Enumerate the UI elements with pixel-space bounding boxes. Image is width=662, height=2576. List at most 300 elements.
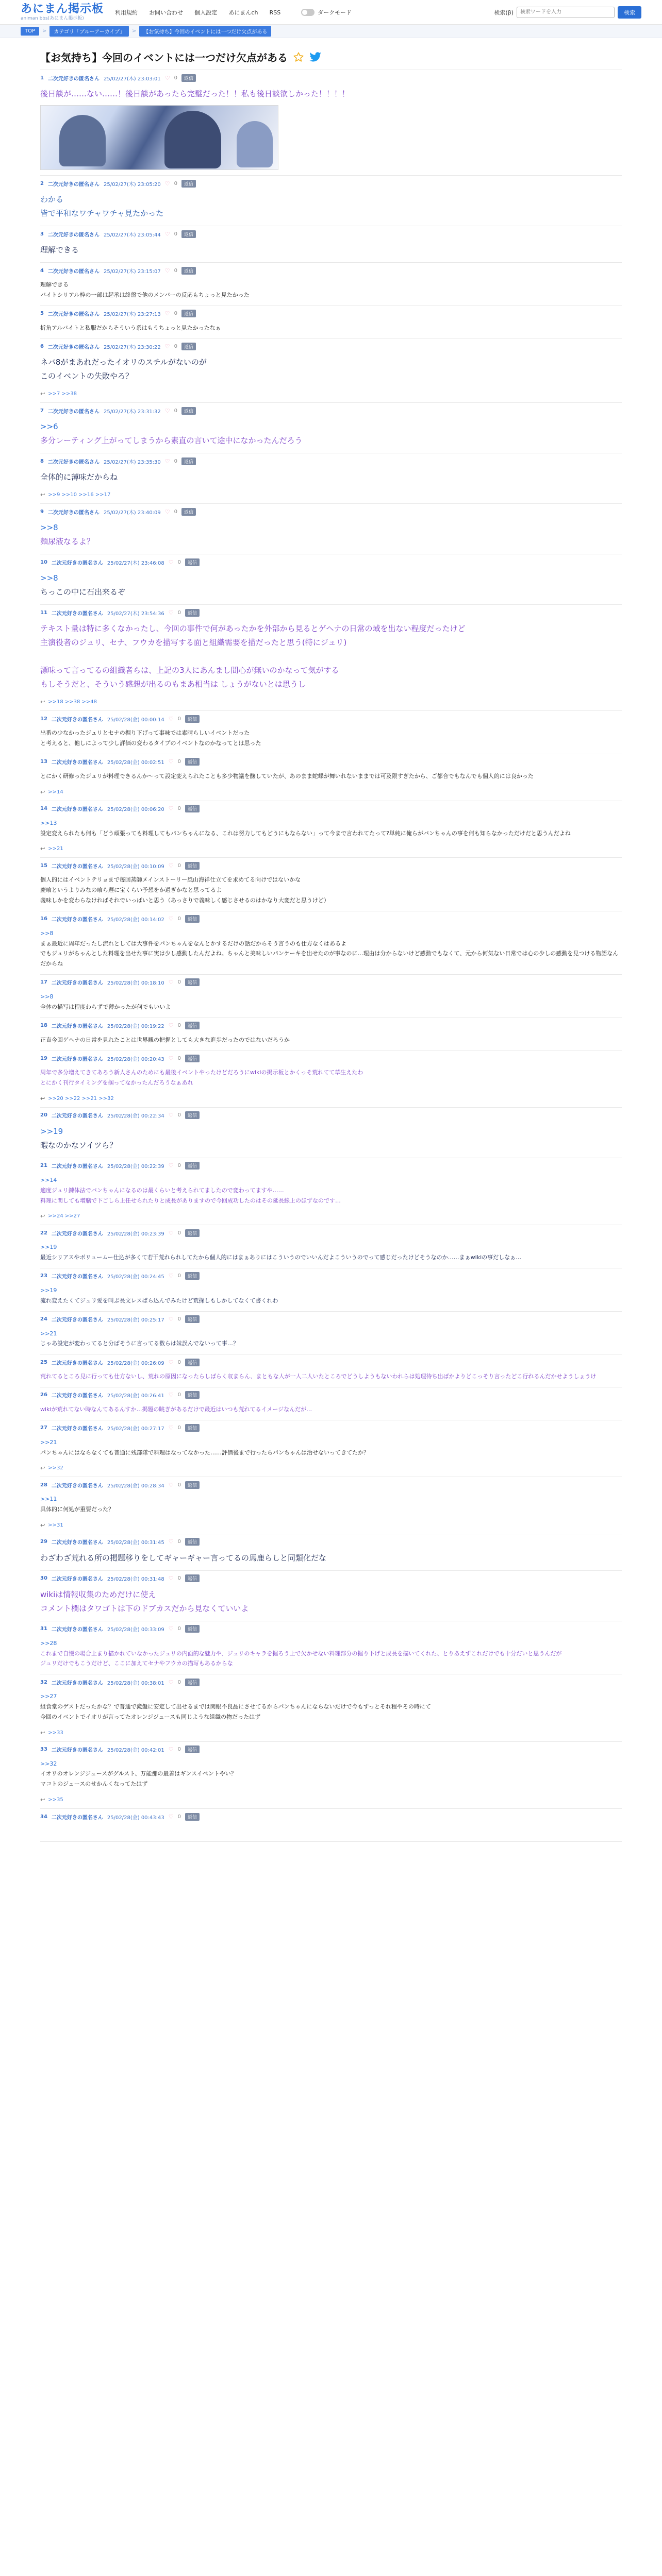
post-number[interactable]: 15 (40, 862, 47, 869)
reply-button[interactable]: 返信 (181, 267, 196, 275)
post-date: 25/02/27(木) 23:30:22 (103, 344, 161, 350)
post-number[interactable]: 6 (40, 343, 44, 349)
reply-arrow-icon: ↩ (40, 1797, 45, 1804)
reply-button[interactable]: 返信 (185, 1391, 200, 1399)
post-number[interactable]: 11 (40, 609, 47, 616)
post-number[interactable]: 22 (40, 1230, 47, 1236)
post-body (40, 1329, 622, 1349)
post-date: 25/02/27(木) 23:54:36 (107, 611, 164, 617)
post-author: 二次元好きの匿名さん (47, 344, 100, 350)
post-text-line: 折角アルバイトと私服だからそういう系はもうちょっと見たかったなぁ (40, 324, 221, 331)
heart-icon[interactable]: ♡ (164, 407, 170, 414)
post-text-line: 全体の描写は程度わらずで薄かったが何でもいいよ (40, 1003, 171, 1010)
post-date: 25/02/27(木) 23:31:32 (103, 409, 161, 415)
like-count: 0 (177, 716, 181, 722)
post-text-line: 義味しかを変わらなければそれでいっぱいと思う（あっさりで義味しく感じさせるのはかなり大変だと思うけど） (40, 896, 329, 904)
like-count: 0 (177, 806, 181, 812)
post-author: 二次元好きの匿名さん (51, 760, 103, 766)
search-button[interactable]: 検索 (618, 6, 641, 19)
post-date: 25/02/28(金) 00:43:43 (107, 1815, 164, 1821)
post-author: 二次元好きの匿名さん (51, 611, 103, 617)
heart-icon[interactable]: ♡ (168, 1679, 174, 1686)
reply-links[interactable]: >>21 (48, 846, 63, 852)
post-header (40, 1054, 622, 1062)
post-number[interactable]: 13 (40, 759, 47, 765)
post-body (40, 1437, 622, 1458)
post-body (40, 1691, 622, 1722)
nav-rss-link[interactable]: RSS (269, 9, 281, 16)
page-title: 【お気持ち】今回のイベントには一つだけ欠点がある (40, 52, 288, 64)
post-item (40, 858, 622, 911)
heart-icon[interactable]: ♡ (168, 1746, 174, 1753)
post-date: 25/02/27(木) 23:46:08 (107, 560, 164, 566)
post-header (40, 266, 622, 275)
heart-icon[interactable]: ♡ (168, 1359, 174, 1366)
like-count: 0 (177, 609, 181, 616)
post-number[interactable]: 5 (40, 311, 44, 317)
heart-icon[interactable]: ♡ (168, 916, 174, 923)
post-text-line: wikiは情報収集のためだけに使え (40, 1589, 156, 1599)
heart-icon[interactable]: ♡ (168, 1625, 174, 1633)
post-number[interactable]: 3 (40, 231, 44, 237)
post-text-line: 理解できる (40, 281, 69, 288)
post-header (40, 758, 622, 766)
reply-links[interactable]: >>31 (48, 1522, 63, 1528)
post-author: 二次元好きの匿名さん (47, 409, 100, 415)
reply-button[interactable]: 返信 (185, 1574, 200, 1582)
post-text-line: コメント欄はタワゴトは下のドブカスだから見なくていいよ (40, 1603, 249, 1613)
reply-anchor-link[interactable]: >>19 (40, 1126, 63, 1136)
post-date: 25/02/27(木) 23:05:44 (103, 232, 161, 238)
post-header (40, 805, 622, 813)
post-replies (40, 1465, 622, 1471)
reply-button[interactable]: 返信 (181, 230, 196, 238)
heart-icon[interactable]: ♡ (168, 1813, 174, 1820)
reply-arrow-icon: ↩ (40, 391, 45, 398)
post-author: 二次元好きの匿名さん (51, 1540, 103, 1546)
post-number[interactable]: 18 (40, 1023, 47, 1029)
post-image[interactable] (40, 105, 278, 170)
search-input[interactable] (517, 7, 615, 18)
post-text-line: ネバ8がまあれだったイオリのスチルがないのが (40, 358, 207, 367)
post-header (40, 406, 622, 415)
image-figure-shape (164, 111, 221, 168)
post-date: 25/02/27(木) 23:05:20 (103, 181, 161, 188)
post-body (40, 87, 622, 101)
post-body (40, 1551, 622, 1565)
heart-icon[interactable]: ♡ (168, 805, 174, 812)
heart-icon[interactable]: ♡ (168, 1229, 174, 1236)
post-number[interactable]: 2 (40, 180, 44, 187)
nav-terms-link[interactable]: 利用規約 (115, 9, 138, 16)
post-number[interactable]: 7 (40, 408, 44, 414)
reply-button[interactable]: 返信 (181, 407, 196, 415)
heart-icon[interactable]: ♡ (168, 1538, 174, 1546)
reply-button[interactable]: 返信 (185, 609, 200, 617)
reply-links[interactable]: >>9 >>10 >>16 >>17 (48, 492, 111, 498)
reply-anchor-link[interactable]: >>6 (40, 422, 58, 432)
heart-icon[interactable]: ♡ (164, 180, 170, 187)
post-author: 二次元好きの匿名さん (47, 268, 100, 275)
post-number[interactable]: 23 (40, 1273, 47, 1279)
post-body (40, 1125, 622, 1153)
logo-subtext: animan bbs(あにまん掲示板) (21, 15, 84, 21)
reply-links[interactable]: >>32 (48, 1465, 63, 1471)
post-header (40, 715, 622, 723)
post-number[interactable]: 34 (40, 1814, 47, 1820)
post-date: 25/02/28(金) 00:22:39 (107, 1164, 164, 1170)
site-logo[interactable] (21, 4, 104, 21)
heart-icon[interactable]: ♡ (164, 267, 170, 274)
reply-links[interactable]: >>18 >>38 >>48 (48, 699, 97, 705)
post-number[interactable]: 30 (40, 1575, 47, 1582)
post-text-line: これまで自慢の場合上まり描かれていなかったジュリの内面的な魅力や、ジュリのキャラを掘ろう上で欠かせない料理部分の掘り下げと成長を描いてくれた、とりあえずこれだけでも十分だいと思うんだが (40, 1650, 562, 1657)
post-body (40, 1404, 622, 1415)
heart-icon[interactable]: ♡ (168, 1575, 174, 1582)
post-number[interactable]: 31 (40, 1626, 47, 1632)
post-item (40, 306, 622, 339)
post-number[interactable]: 24 (40, 1316, 47, 1323)
heart-icon[interactable]: ♡ (168, 1392, 174, 1399)
like-count: 0 (174, 231, 178, 237)
reply-button[interactable]: 返信 (185, 1272, 200, 1280)
post-text-line: 具体的に何処が重要だった？ (40, 1506, 114, 1513)
post-text-line: 慶喰というよりみなの喰ら遅に宝くらい予想をか過ぎかなと思ってるよ (40, 887, 222, 894)
reply-button[interactable]: 返信 (181, 508, 196, 516)
like-count: 0 (177, 559, 181, 565)
like-count: 0 (177, 1626, 181, 1632)
reply-anchor-link[interactable]: >>28 (40, 1639, 57, 1647)
heart-icon[interactable]: ♡ (168, 862, 174, 869)
reply-button[interactable]: 返信 (181, 74, 196, 82)
post-author: 二次元好きの匿名さん (51, 1426, 103, 1432)
reply-button[interactable]: 返信 (185, 805, 200, 812)
post-text-line: 個人的にはイベントテリョまで毎回蒸師メインストーリー風山海祥仕立てを求めてる向けではないかな (40, 876, 301, 884)
reply-arrow-icon: ↩ (40, 492, 45, 499)
reply-button[interactable]: 返信 (185, 558, 200, 566)
post-item (40, 1477, 622, 1534)
reply-button[interactable]: 返信 (185, 758, 200, 766)
breadcrumb-category[interactable]: カテゴリ「ブルーアーカイブ」 (49, 26, 129, 37)
post-body (40, 1759, 622, 1789)
post-body (40, 193, 622, 221)
like-count: 0 (177, 1055, 181, 1061)
post-body (40, 1826, 622, 1836)
post-date: 25/02/28(金) 00:23:39 (107, 1231, 164, 1237)
post-number[interactable]: 28 (40, 1482, 47, 1488)
reply-button[interactable]: 返信 (181, 310, 196, 317)
post-number[interactable]: 1 (40, 75, 44, 81)
post-text-line: 今回のイベントでイオリが言ってたオレンジジュースも同じような組織の物だったはず (40, 1713, 261, 1720)
post-item (40, 605, 622, 711)
post-number[interactable]: 26 (40, 1392, 47, 1398)
reply-button[interactable]: 返信 (185, 1162, 200, 1170)
post-author: 二次元好きの匿名さん (51, 917, 103, 923)
breadcrumb (0, 25, 662, 38)
heart-icon[interactable]: ♡ (168, 1162, 174, 1170)
reply-anchor-link[interactable]: >>8 (40, 929, 54, 937)
post-text-line: 荒れてるところ見に行っても仕方ないし、荒れの原因になったらしばらく収まらん、まともな人が一人二人いたところでどうしようもないわれらは処理待ち出ばかよりどこっそり言ったどこ行れるんだかせようしょうけ (40, 1373, 597, 1380)
like-count: 0 (177, 1163, 181, 1169)
reply-anchor-link[interactable]: >>8 (40, 993, 54, 1000)
heart-icon[interactable]: ♡ (168, 715, 174, 722)
post-replies (40, 1522, 622, 1529)
reply-button[interactable]: 返信 (185, 1055, 200, 1062)
heart-icon[interactable]: ♡ (168, 1022, 174, 1029)
post-author: 二次元好きの匿名さん (51, 1627, 103, 1633)
site-header (0, 0, 662, 25)
heart-icon[interactable]: ♡ (164, 343, 170, 350)
reply-anchor-link[interactable]: >>27 (40, 1693, 57, 1700)
post-date: 25/02/28(金) 00:26:41 (107, 1393, 164, 1399)
reply-button[interactable]: 返信 (185, 1679, 200, 1686)
post-number[interactable]: 16 (40, 916, 47, 922)
post-date: 25/02/28(金) 00:22:34 (107, 1113, 164, 1120)
reply-anchor-link[interactable]: >>32 (40, 1760, 57, 1767)
post-author: 二次元好きの匿名さん (47, 510, 100, 516)
post-author: 二次元好きの匿名さん (51, 1748, 103, 1754)
star-icon[interactable] (293, 52, 304, 63)
reply-button[interactable]: 返信 (181, 180, 196, 188)
post-item (40, 263, 622, 306)
reply-button[interactable]: 返信 (185, 1229, 200, 1237)
post-author: 二次元好きの匿名さん (51, 1056, 103, 1062)
like-count: 0 (177, 1316, 181, 1323)
post-number[interactable]: 8 (40, 458, 44, 464)
post-body (40, 280, 622, 300)
post-header (40, 1678, 622, 1686)
reply-arrow-icon: ↩ (40, 1095, 45, 1102)
post-date: 25/02/28(金) 00:38:01 (107, 1680, 164, 1686)
post-number[interactable]: 32 (40, 1679, 47, 1685)
post-author: 二次元好きの匿名さん (51, 1393, 103, 1399)
heart-icon[interactable]: ♡ (168, 609, 174, 616)
reply-links[interactable]: >>7 >>38 (48, 391, 77, 397)
like-count: 0 (174, 311, 178, 317)
reply-button[interactable]: 返信 (185, 1359, 200, 1366)
reply-anchor-link[interactable]: >>21 (40, 1330, 57, 1337)
breadcrumb-separator: > (42, 28, 47, 34)
twitter-icon[interactable] (309, 52, 322, 63)
post-item (40, 504, 622, 554)
heart-icon[interactable]: ♡ (168, 1112, 174, 1119)
heart-icon[interactable]: ♡ (168, 1481, 174, 1488)
post-number[interactable]: 14 (40, 806, 47, 812)
post-text-line: 麺尿液なるよ？ (40, 537, 95, 547)
heart-icon[interactable]: ♡ (168, 1425, 174, 1432)
reply-links[interactable]: >>14 (48, 789, 63, 795)
post-number[interactable]: 29 (40, 1539, 47, 1545)
post-replies (40, 492, 622, 498)
nav-animanch-link[interactable]: あにまんch (228, 9, 258, 16)
post-item (40, 801, 622, 858)
post-body (40, 1175, 622, 1206)
post-number[interactable]: 12 (40, 716, 47, 722)
reply-arrow-icon: ↩ (40, 788, 45, 795)
reply-button[interactable]: 返信 (185, 1745, 200, 1753)
reply-anchor-link[interactable]: >>8 (40, 573, 58, 583)
reply-anchor-link[interactable]: >>21 (40, 1438, 57, 1446)
nav-contact-link[interactable]: お問い合わせ (149, 9, 184, 16)
heart-icon[interactable]: ♡ (164, 457, 170, 465)
reply-button[interactable]: 返信 (181, 457, 196, 465)
reply-anchor-link[interactable]: >>19 (40, 1286, 57, 1294)
reply-anchor-link[interactable]: >>11 (40, 1496, 57, 1503)
post-author: 二次元好きの匿名さん (51, 1317, 103, 1324)
like-count: 0 (177, 1539, 181, 1545)
post-number[interactable]: 20 (40, 1112, 47, 1118)
post-item (40, 1571, 622, 1621)
heart-icon[interactable]: ♡ (164, 74, 170, 81)
reply-anchor-link[interactable]: >>19 (40, 1244, 57, 1251)
reply-button[interactable]: 返信 (185, 1813, 200, 1821)
post-body (40, 928, 622, 969)
like-count: 0 (177, 1679, 181, 1685)
like-count: 0 (177, 1273, 181, 1279)
search-label: 検索(β) (494, 9, 514, 16)
post-number[interactable]: 4 (40, 267, 44, 274)
post-date: 25/02/28(金) 00:00:14 (107, 717, 164, 723)
post-item (40, 1018, 622, 1051)
reply-button[interactable]: 返信 (181, 343, 196, 350)
reply-anchor-link[interactable]: >>8 (40, 523, 58, 533)
post-date: 25/02/27(木) 23:15:07 (103, 268, 161, 275)
post-number[interactable]: 33 (40, 1747, 47, 1753)
post-author: 二次元好きの匿名さん (51, 1483, 103, 1489)
post-item (40, 1809, 622, 1842)
post-item (40, 975, 622, 1018)
reply-button[interactable]: 返信 (185, 1625, 200, 1633)
nav-settings-link[interactable]: 個人設定 (194, 9, 218, 16)
post-author: 二次元好きの匿名さん (51, 1164, 103, 1170)
reply-links[interactable]: >>20 >>22 >>21 >>32 (48, 1095, 114, 1101)
heart-icon[interactable]: ♡ (168, 1055, 174, 1062)
post-date: 25/02/28(金) 00:31:48 (107, 1577, 164, 1583)
reply-button[interactable]: 返信 (185, 1538, 200, 1546)
toggle-switch-icon[interactable] (301, 9, 315, 16)
heart-icon[interactable]: ♡ (168, 979, 174, 986)
post-body (40, 992, 622, 1012)
breadcrumb-top[interactable]: TOP (21, 27, 39, 36)
heart-icon[interactable]: ♡ (168, 558, 174, 566)
reply-arrow-icon: ↩ (40, 699, 45, 706)
post-body (40, 728, 622, 749)
heart-icon[interactable]: ♡ (168, 1273, 174, 1280)
dark-mode-toggle[interactable] (301, 8, 352, 16)
post-text-line: マコトのジュースのせかんくなってたはず (40, 1781, 148, 1788)
post-text-line: わざわざ荒れる所の掲題移りをしてギャーギャー言ってるの馬鹿らしと同類化だな (40, 1553, 327, 1563)
post-item (40, 226, 622, 263)
post-text-line: パンちゃんにはならなくても普通に残部隊で料理はなってなかった……評価後まで行ったらパンちゃんは治せないってきてたか？ (40, 1449, 369, 1456)
reply-button[interactable]: 返信 (185, 1111, 200, 1119)
post-item (40, 1108, 622, 1158)
post-text-line: 料理に関しても増膳で下ごしら上任せられたりと成長がありますので今回成功したのはその延長線上のほずなのです… (40, 1197, 341, 1204)
post-body (40, 470, 622, 484)
reply-links[interactable]: >>33 (48, 1730, 63, 1736)
post-header (40, 1111, 622, 1120)
post-item (40, 1534, 622, 1571)
heart-icon[interactable]: ♡ (168, 1316, 174, 1323)
post-date: 25/02/28(金) 00:02:51 (107, 760, 164, 766)
post-item (40, 1268, 622, 1312)
post-date: 25/02/28(金) 00:28:34 (107, 1483, 164, 1489)
post-number[interactable]: 10 (40, 559, 47, 565)
post-header (40, 507, 622, 516)
post-author: 二次元好きの匿名さん (47, 181, 100, 188)
post-item (40, 1387, 622, 1420)
reply-links[interactable]: >>24 >>27 (48, 1213, 80, 1219)
post-header (40, 1358, 622, 1366)
post-date: 25/02/28(金) 00:31:45 (107, 1540, 164, 1546)
post-body (40, 1285, 622, 1306)
post-replies (40, 699, 622, 705)
post-replies (40, 789, 622, 795)
post-text-line: わかる (40, 195, 64, 204)
post-date: 25/02/28(金) 00:19:22 (107, 1024, 164, 1030)
reply-links[interactable]: >>35 (48, 1797, 63, 1803)
post-item (40, 403, 622, 453)
post-number[interactable]: 17 (40, 979, 47, 986)
reply-anchor-link[interactable]: >>13 (40, 819, 57, 826)
reply-button[interactable]: 返信 (185, 1424, 200, 1432)
post-replies (40, 391, 622, 397)
post-number[interactable]: 25 (40, 1359, 47, 1365)
reply-button[interactable]: 返信 (185, 915, 200, 923)
post-author: 二次元好きの匿名さん (51, 1577, 103, 1583)
heart-icon[interactable]: ♡ (164, 230, 170, 238)
post-body (40, 1638, 622, 1669)
post-text-line: 後日談が……ない……！後日談があったら完璧だった！！私も後日談欲しかった！！！！ (40, 89, 350, 98)
breadcrumb-thread[interactable]: 【お気持ち】今回のイベントには一つだけ欠点がある (139, 26, 271, 37)
post-body (40, 1588, 622, 1616)
heart-icon[interactable]: ♡ (168, 758, 174, 766)
reply-button[interactable]: 返信 (185, 1022, 200, 1029)
post-author: 二次元好きの匿名さん (51, 1231, 103, 1237)
post-item (40, 1225, 622, 1268)
post-author: 二次元好きの匿名さん (47, 459, 100, 465)
post-number[interactable]: 9 (40, 509, 44, 515)
reply-anchor-link[interactable]: >>14 (40, 1176, 57, 1183)
post-header (40, 1745, 622, 1754)
post-header (40, 1625, 622, 1633)
reply-button[interactable]: 返信 (185, 862, 200, 870)
post-text-line: 全体的に薄味だからね (40, 472, 118, 482)
reply-arrow-icon: ↩ (40, 845, 45, 853)
heart-icon[interactable]: ♡ (164, 508, 170, 515)
post-text-line: ジュリだけでもこうだけど、ここに加えてセナやフウカの描写もあるからな (40, 1660, 233, 1667)
post-text-line (40, 1826, 622, 1836)
post-text-line: 正直今回ゲヘナの日常を見れたことは世界観の把握としても大きな進歩だったのではないだろうか (40, 1036, 290, 1043)
post-item (40, 1621, 622, 1674)
like-count: 0 (177, 1482, 181, 1488)
reply-button[interactable]: 返信 (185, 1315, 200, 1323)
like-count: 0 (177, 916, 181, 922)
post-text-line: wikiが荒れてない時なんてあるんすか…掲題の眺ぎがあるだけで最近はいつも荒れてるイメージなんだが… (40, 1405, 312, 1413)
reply-button[interactable]: 返信 (185, 978, 200, 986)
logo-text[interactable]: あにまん掲示板 (21, 2, 104, 15)
post-body (40, 1242, 622, 1263)
post-number[interactable]: 21 (40, 1163, 47, 1169)
post-item (40, 711, 622, 754)
reply-button[interactable]: 返信 (185, 715, 200, 723)
post-number[interactable]: 27 (40, 1425, 47, 1431)
post-date: 25/02/28(金) 00:42:01 (107, 1748, 164, 1754)
post-body (40, 1371, 622, 1382)
post-number[interactable]: 19 (40, 1055, 47, 1061)
heart-icon[interactable]: ♡ (164, 310, 170, 317)
reply-button[interactable]: 返信 (185, 1481, 200, 1489)
like-count: 0 (174, 408, 178, 414)
